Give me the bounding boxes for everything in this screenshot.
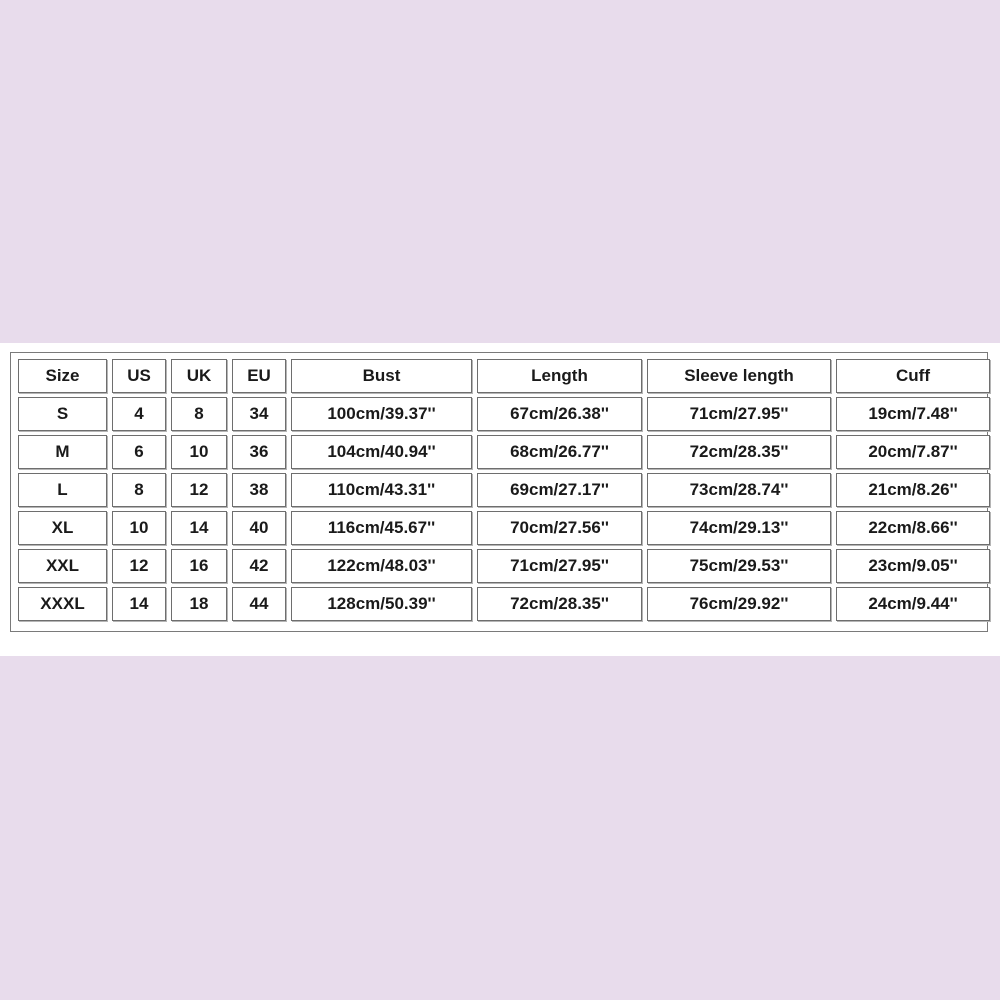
cell-length: 67cm/26.38'' (477, 397, 642, 431)
cell-bust: 128cm/50.39'' (291, 587, 472, 621)
cell-eu: 40 (232, 511, 286, 545)
cell-cuff: 23cm/9.05'' (836, 549, 990, 583)
table-row (18, 587, 990, 621)
cell-eu: 34 (232, 397, 286, 431)
cell-size: XXL (18, 549, 107, 583)
cell-us: 6 (112, 435, 166, 469)
cell-eu: 44 (232, 587, 286, 621)
header-us: US (112, 359, 166, 393)
cell-uk: 16 (171, 549, 227, 583)
header-bust: Bust (291, 359, 472, 393)
cell-eu: 38 (232, 473, 286, 507)
cell-uk: 14 (171, 511, 227, 545)
cell-bust: 100cm/39.37'' (291, 397, 472, 431)
header-cuff: Cuff (836, 359, 990, 393)
cell-length: 72cm/28.35'' (477, 587, 642, 621)
table-row (18, 511, 990, 545)
cell-bust: 110cm/43.31'' (291, 473, 472, 507)
cell-sleeve-length: 74cm/29.13'' (647, 511, 831, 545)
cell-length: 69cm/27.17'' (477, 473, 642, 507)
cell-us: 8 (112, 473, 166, 507)
header-sleeve-length: Sleeve length (647, 359, 831, 393)
table-row (18, 549, 990, 583)
cell-size: S (18, 397, 107, 431)
cell-us: 12 (112, 549, 166, 583)
table-row (18, 473, 990, 507)
cell-bust: 104cm/40.94'' (291, 435, 472, 469)
cell-length: 70cm/27.56'' (477, 511, 642, 545)
cell-cuff: 22cm/8.66'' (836, 511, 990, 545)
size-chart-table (13, 355, 995, 625)
cell-size: L (18, 473, 107, 507)
cell-sleeve-length: 76cm/29.92'' (647, 587, 831, 621)
cell-bust: 122cm/48.03'' (291, 549, 472, 583)
cell-uk: 12 (171, 473, 227, 507)
cell-eu: 42 (232, 549, 286, 583)
cell-cuff: 19cm/7.48'' (836, 397, 990, 431)
cell-length: 68cm/26.77'' (477, 435, 642, 469)
cell-uk: 8 (171, 397, 227, 431)
cell-us: 4 (112, 397, 166, 431)
cell-cuff: 20cm/7.87'' (836, 435, 990, 469)
cell-us: 14 (112, 587, 166, 621)
cell-us: 10 (112, 511, 166, 545)
cell-eu: 36 (232, 435, 286, 469)
cell-size: M (18, 435, 107, 469)
header-eu: EU (232, 359, 286, 393)
cell-size: XXXL (18, 587, 107, 621)
cell-sleeve-length: 71cm/27.95'' (647, 397, 831, 431)
table-row (18, 435, 990, 469)
header-uk: UK (171, 359, 227, 393)
cell-length: 71cm/27.95'' (477, 549, 642, 583)
header-length: Length (477, 359, 642, 393)
cell-sleeve-length: 72cm/28.35'' (647, 435, 831, 469)
cell-cuff: 24cm/9.44'' (836, 587, 990, 621)
header-row (18, 359, 990, 393)
cell-bust: 116cm/45.67'' (291, 511, 472, 545)
cell-uk: 18 (171, 587, 227, 621)
header-size: Size (18, 359, 107, 393)
cell-sleeve-length: 73cm/28.74'' (647, 473, 831, 507)
cell-size: XL (18, 511, 107, 545)
cell-uk: 10 (171, 435, 227, 469)
cell-cuff: 21cm/8.26'' (836, 473, 990, 507)
cell-sleeve-length: 75cm/29.53'' (647, 549, 831, 583)
table-row (18, 397, 990, 431)
